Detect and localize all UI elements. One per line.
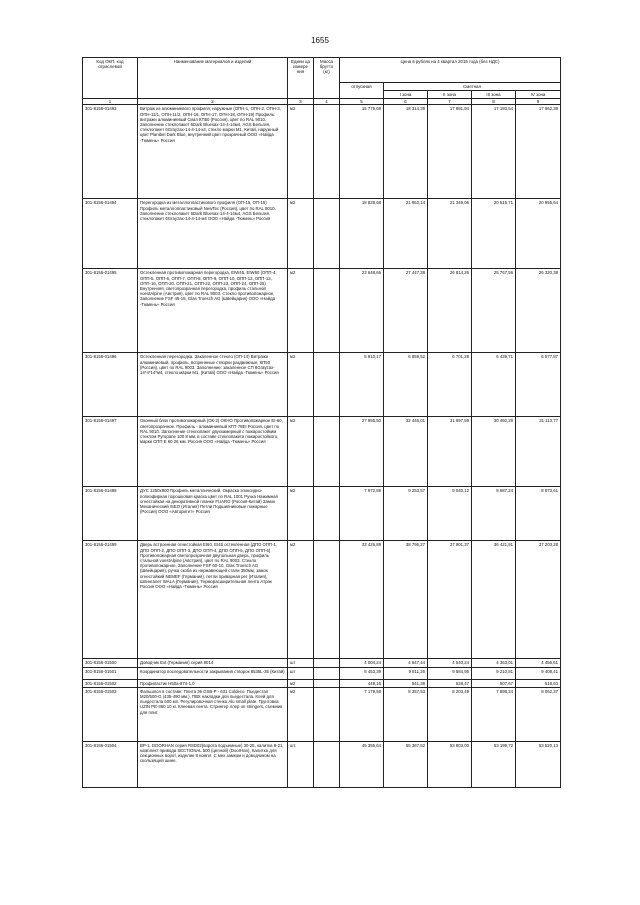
- item-code: 301-8156-01494: [83, 199, 138, 269]
- item-mass: [314, 659, 340, 667]
- item-unit: м2: [288, 487, 314, 541]
- item-unit: шт.: [288, 741, 314, 787]
- item-unit: м2: [288, 105, 314, 199]
- item-name: Координатор последовательности закрывания створок 8535L-35 (Китай): [138, 667, 288, 679]
- item-mass: [314, 741, 340, 787]
- price-zone-2: 21 349,06: [428, 199, 472, 269]
- item-name: Фальшпол в составе: Плита 36 GSB-P - 631 Coldeco. Пьедестал М20/500-G (435-490 мм.), ПВХ накладки для пьедестала. Клей для пьедестала 600 мл. Регулировочная стенка Alu small plate. Грунтовка UZIN PE-360 10 кг. Клеевая лента. Стрингер ллер on stringers, съемник для плит.: [138, 687, 288, 741]
- table-row: [83, 353, 561, 417]
- table-row: [83, 679, 561, 687]
- column-number: 8: [472, 99, 516, 105]
- item-mass: [314, 353, 340, 417]
- column-number: 4: [314, 99, 340, 105]
- item-name: ВР-1. DOORHAN серия RSD02(ворота подъемные) 30-25, калитка 8-21, комплект привода SECTIONAL 500 (цепной) (DoorHan), Калитка для секционных ворот, изделие 8 компл. С мех.замком и доводчиком на скользящей шине.: [138, 741, 288, 787]
- table-row: [83, 741, 561, 787]
- table-row: [83, 667, 561, 679]
- price-zone-4: 31 113,77: [516, 417, 561, 487]
- item-unit: м2: [288, 687, 314, 741]
- price-zone-4: 37 203,28: [516, 541, 561, 659]
- item-name: Перегородка из металлопластикового профиля (ОП-15, ОП-16) Профиль металлопластиковый NewTec (Россия), цвет по RAL 9010. Заполнение стеклопакет 6Dark Bluesax-14-4-14м4, AGS Бельгия, стеклопакет 6Grayzax-14-4-14-м4 ООО «Найда -Тюмень» Россия: [138, 199, 288, 269]
- price-zone-2: 53 803,00: [428, 741, 472, 787]
- item-code: 301-8156-01499: [83, 541, 138, 659]
- item-name: ДУС 1250х900 Профиль металлический, Окраска эпоксидно-полиэфирная порошковая краска цвет по RAL 1001 Ручка Нажимная огнестойкая на декоративной планке FUARO (Россия-Китай) Замок Механический ISEO (Италия) Петли Подшипниковые пожарные (Россия) ООО «Авторитет» Россия: [138, 487, 288, 541]
- price-zone-1: 9 811,26: [384, 667, 428, 679]
- item-code: 301-8156-01496: [83, 353, 138, 417]
- item-code: 301-8156-01504: [83, 741, 138, 787]
- price-zone-3: 6 439,71: [472, 353, 516, 417]
- item-unit: м2: [288, 541, 314, 659]
- item-mass: [314, 679, 340, 687]
- release-price: 5 910,17: [340, 353, 384, 417]
- table-row: [83, 105, 561, 199]
- price-zone-2: 4 540,24: [428, 659, 472, 667]
- page-number: 1655: [311, 36, 329, 45]
- price-zone-1: 4 647,44: [384, 659, 428, 667]
- item-code: 301-8156-01502: [83, 679, 138, 687]
- price-table: [82, 57, 561, 788]
- header-zone-3: III зона: [472, 91, 516, 99]
- price-zone-4: 53 520,13: [516, 741, 561, 787]
- price-zone-2: 9 584,95: [428, 667, 472, 679]
- item-name: Витраж из алюминиевого профиля, наружные (ОПН-1, ОПН-2, ОПН-3, ОПН-11/1, ОПН-11/2, ОПН-16, ОПН-17, ОПН-18, ОПН-19) Профиль: витражи алюминиевый Сиал КП50 (Россия), цвет по RAL 9010. Заполнение стеклопакет 6Dark Bluesax-14-4-14м4, AGS Бельгия, стеклопакет 6Grayzax-14-4-14-к4, стекло марки М1, Китай, наружный цвет Planibel Dark Blue, внутренний цвет прозрачный ООО «Найда -Тюмень» Россия: [138, 105, 288, 199]
- column-number: 3: [288, 99, 314, 105]
- release-price: 23 648,66: [340, 269, 384, 353]
- item-mass: [314, 269, 340, 353]
- item-unit: шт: [288, 659, 314, 667]
- release-price: 18 828,68: [340, 199, 384, 269]
- item-code: 301-8156-01501: [83, 667, 138, 679]
- item-code: 301-8156-01497: [83, 417, 138, 487]
- item-mass: [314, 667, 340, 679]
- header-zone-1: I зона: [384, 91, 428, 99]
- release-price: 33 426,89: [340, 541, 384, 659]
- price-zone-2: 8 203,49: [428, 687, 472, 741]
- header-unit: Едини ца измере ния: [288, 58, 314, 99]
- table-row: [83, 487, 561, 541]
- item-name: Дверь встроенная огнестойкая EI60, EI45 остекленная (ДПО ОПП-1, ДПО ОПП-2, ДПО ОПП-3, ДПО ОПП-4, ДПО ОПП-5, ДПО ОПП-6) Противопожарная светопрозрачная двупольная дверь, профиль стальной voestAlpine (Австрия), цвет по RAL 9003. Стекло противопожарное, Заполнение FSF 60-10, Glas Troesch AG (Швейцария), ручка скоба из нержавеющей стали 350мм, замок огнестойкий NEMEF (Германия), петли приварная рег (Италия), Шпингалет WALA (Германия), Термораcширительная лента Атрак Россия ООО «Найда -Тюмень» Россия: [138, 541, 288, 659]
- item-code: 301-8156-01500: [83, 659, 138, 667]
- header-name: Наименование материалов и изделий: [138, 58, 288, 99]
- header-zone-4: IV зона: [516, 91, 561, 99]
- price-zone-3: 36 421,91: [472, 541, 516, 659]
- header-release-price: отпускная: [340, 83, 384, 99]
- price-zone-2: 26 814,26: [428, 269, 472, 353]
- price-zone-4: 26 320,38: [516, 269, 561, 353]
- price-zone-2: 37 901,37: [428, 541, 472, 659]
- price-zone-4: 9 408,41: [516, 667, 561, 679]
- header-zone-2: II зона: [428, 91, 472, 99]
- item-name: Остекленная перегородка. Закаленное стекло (ОП-14) Витражи алюминиевый, профиль, вспреннные створки раздвижные, КП50 (Россия), цвет по RAL 9003. Заполнение: закаленное СП 8Grayzax-14*4*14*м4, стекло марки М1. (Китай) ООО «Найда -Тюмень» Россия: [138, 353, 288, 417]
- price-zone-3: 20 515,71: [472, 199, 516, 269]
- item-mass: [314, 105, 340, 199]
- price-zone-3: 30 460,29: [472, 417, 516, 487]
- column-number: 5: [340, 99, 384, 105]
- price-zone-2: 31 697,59: [428, 417, 472, 487]
- item-mass: [314, 417, 340, 487]
- price-zone-3: 7 898,24: [472, 687, 516, 741]
- table-row: [83, 199, 561, 269]
- price-zone-2: 17 891,94: [428, 105, 472, 199]
- column-number: 2: [138, 99, 288, 105]
- price-zone-4: 8 062,37: [516, 687, 561, 741]
- price-zone-1: 541,39: [384, 679, 428, 687]
- price-zone-3: 53 199,72: [472, 741, 516, 787]
- price-zone-1: 9 253,57: [384, 487, 428, 541]
- item-unit: м2: [288, 269, 314, 353]
- column-number: 6: [384, 99, 428, 105]
- item-code: 301-8156-01495: [83, 269, 138, 353]
- price-zone-4: 8 873,61: [516, 487, 561, 541]
- price-zone-3: 507,67: [472, 679, 516, 687]
- price-zone-2: 9 040,12: [428, 487, 472, 541]
- price-zone-1: 55 367,52: [384, 741, 428, 787]
- item-unit: м2: [288, 417, 314, 487]
- price-zone-3: 25 767,56: [472, 269, 516, 353]
- release-price: 7 972,88: [340, 487, 384, 541]
- column-number: 1: [83, 99, 138, 105]
- item-unit: м2: [288, 199, 314, 269]
- item-name: Остекленная противопожарная перегородка, EIW45, EIW60 (ОПП-4, ОПП-5, ОПП-6, ОПП-7, ОПП-8, ОПП-9, ОПП-10, ОПП-12, ОПП-13, ОПП-16, ОПП-20, ОПП-21, ОПП-22, ОПП-23, ОПП-24, ОПП-25) Внутренняя, светопрозрачная перегородка, профиль стальной voestAlpine (Австрия), цвет по RAL 9003. Стекло противопожарное, Заполнение FSF 45-15, Glas Troesch AG (Швейцария) ООО «Найда -Тюмень» Россия: [138, 269, 288, 353]
- item-mass: [314, 487, 340, 541]
- item-mass: [314, 199, 340, 269]
- price-zone-3: 17 193,54: [472, 105, 516, 199]
- release-price: 4 004,24: [340, 659, 384, 667]
- release-price: 45 355,64: [340, 741, 384, 787]
- price-zone-4: 20 955,64: [516, 199, 561, 269]
- price-zone-4: 4 456,61: [516, 659, 561, 667]
- price-zone-1: 32 446,01: [384, 417, 428, 487]
- price-zone-4: 17 562,39: [516, 105, 561, 199]
- item-code: 301-8156-01498: [83, 487, 138, 541]
- header-estimate-price: Сметная: [384, 83, 561, 91]
- price-zone-3: 9 210,81: [472, 667, 516, 679]
- column-number: 9: [516, 99, 561, 105]
- price-zone-1: 21 853,14: [384, 199, 428, 269]
- price-zone-1: 6 859,52: [384, 353, 428, 417]
- header-price-group: Цена в рублях на 4 квартал 2015 года (без НДС): [340, 58, 561, 83]
- item-name: Доводчик Ext (Германия) серия 8014: [138, 659, 288, 667]
- price-zone-2: 528,47: [428, 679, 472, 687]
- price-zone-1: 18 314,39: [384, 105, 428, 199]
- release-price: 7 179,58: [340, 687, 384, 741]
- price-zone-1: 38 796,27: [384, 541, 428, 659]
- release-price: 15 779,69: [340, 105, 384, 199]
- table-row: [83, 417, 561, 487]
- price-zone-4: 518,63: [516, 679, 561, 687]
- item-name: Профиластик Н50а-874-1,0: [138, 679, 288, 687]
- item-code: 301-8156-01503: [83, 687, 138, 741]
- header-mass: Масса брутто (кг): [314, 58, 340, 99]
- item-unit: м2: [288, 679, 314, 687]
- table-row: [83, 687, 561, 741]
- price-zone-3: 8 687,24: [472, 487, 516, 541]
- release-price: 8 453,39: [340, 667, 384, 679]
- release-price: 27 955,50: [340, 417, 384, 487]
- price-zone-1: 8 357,53: [384, 687, 428, 741]
- price-zone-1: 27 447,38: [384, 269, 428, 353]
- table-row: [83, 541, 561, 659]
- item-mass: [314, 687, 340, 741]
- release-price: 449,16: [340, 679, 384, 687]
- item-unit: м2: [288, 353, 314, 417]
- header-code: Код ОКП, код отраслевой: [83, 58, 138, 99]
- price-zone-2: 6 701,28: [428, 353, 472, 417]
- table-header: [83, 58, 561, 99]
- item-unit: шт: [288, 667, 314, 679]
- table-row: [83, 659, 561, 667]
- table-body: [83, 105, 561, 787]
- table-row: [83, 269, 561, 353]
- item-mass: [314, 541, 340, 659]
- item-code: 301-8156-01493: [83, 105, 138, 199]
- column-number: 7: [428, 99, 472, 105]
- price-zone-4: 6 577,87: [516, 353, 561, 417]
- item-name: Оконный блок противопожарный (ОК-2) ОКНО Противопожарное EI-60, светопрозрачное. Профиль - алюминиевый КПТ 78EI Россия, цвет по RAL 9010. Заполнение стеклопакет двухкамерный с пожаростойким стеклом Pyropane 100 8 мм, в составе стеклопакета пожаростойкого, марки СПП Е 60 26 мм. Россия ООО «Найда -Тюмень» Россия: [138, 417, 288, 487]
- price-zone-3: 4 363,01: [472, 659, 516, 667]
